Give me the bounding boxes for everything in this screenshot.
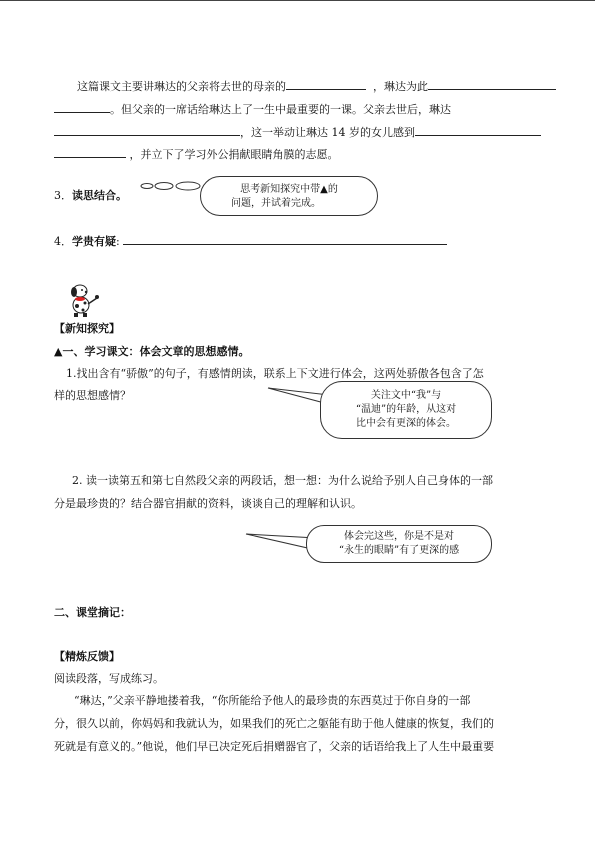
question-1-line-1: 1.找出含有“骄傲”的句子，有感情朗读，联系上下文进行体会，这两处骄傲各包含了怎 <box>66 367 484 380</box>
bubble-1-line-1: 关注文中“我”与 <box>370 390 442 401</box>
summary-line-3 <box>54 124 541 140</box>
blank-3[interactable] <box>54 101 110 113</box>
blank-5[interactable] <box>415 124 541 136</box>
item3-thought-bubble <box>200 176 378 216</box>
item3-title: 读思结合。 <box>72 189 127 202</box>
blank-6[interactable] <box>54 146 126 158</box>
summary-line-4 <box>54 146 339 162</box>
item3-line <box>54 189 127 203</box>
item3-label: 3． <box>54 189 72 202</box>
question-2-line-1: 2. 读一读第五和第七自然段父亲的两段话，想一想：为什么说给予别人自己身体的一部 <box>72 474 493 487</box>
item4-line <box>54 233 447 249</box>
blank-4[interactable] <box>54 124 240 136</box>
blank-1[interactable] <box>286 78 366 90</box>
question-2-line-2: 分是最珍贵的？结合器官捐献的资料，谈谈自己的理解和认识。 <box>54 497 362 510</box>
new-knowledge-subheading: ▲一、学习课文：体会文章的思想感情。 <box>54 345 250 358</box>
dalmatian-dog-icon <box>66 282 100 318</box>
hint-bubble-2 <box>306 525 492 563</box>
bubble-2-line-2: “永生的眼睛”有了更深的感 <box>338 545 460 556</box>
summary-line-1 <box>77 78 556 94</box>
summary-text-4a: ，并立下了学习外公捐献眼睛角膜的志愿。 <box>129 148 339 161</box>
summary-text-3a: ，这一举动让琳达 14 岁的女儿感到 <box>240 126 415 139</box>
bubble-1-line-3: 比中会有更深的体会。 <box>356 418 456 429</box>
blank-2[interactable] <box>428 78 556 90</box>
class-notes-heading: 二、课堂摘记： <box>54 606 131 619</box>
item4-blank[interactable] <box>123 233 447 245</box>
feedback-intro: 阅读段落，写成练习。 <box>54 672 164 685</box>
item3-bubble-line-1: 思考新知探究中带▲的 <box>240 184 338 195</box>
item4-label: 4． <box>54 235 72 248</box>
summary-text-1a: 这篇课文主要讲琳达的父亲将去世的母亲的 <box>77 80 286 93</box>
passage-line-3: 死就是有意义的。”他说，他们早已决定死后捐赠器官了，父亲的话语给我上了人生中最重要 <box>54 740 495 753</box>
summary-line-2 <box>54 101 451 117</box>
bubble-1-line-2: “温迪”的年龄，从这对 <box>355 404 457 415</box>
bubble-2-line-1: 体会完这些，你是不是对 <box>344 531 454 542</box>
question-1-line-2: 样的思想感情？ <box>54 389 131 402</box>
feedback-heading: 【精炼反馈】 <box>54 650 120 663</box>
passage-line-2: 分，很久以前，你妈妈和我就认为，如果我们的死亡之躯能有助于他人健康的恢复，我们的 <box>54 717 494 730</box>
item4-title: 学贵有疑 <box>72 235 116 248</box>
summary-text-1b: ，琳达为此 <box>373 80 428 93</box>
top-rule <box>0 0 595 1</box>
passage-line-1: “琳达，”父亲平静地搂着我，“你所能给予他人的最珍贵的东西莫过于你自身的一部 <box>74 694 471 707</box>
item4-colon: : <box>116 235 120 248</box>
hint-bubble-1 <box>320 381 492 439</box>
summary-text-2a: 。但父亲的一席话给琳达上了一生中最重要的一课。父亲去世后，琳达 <box>110 103 451 116</box>
new-knowledge-heading: 【新知探究】 <box>54 322 120 335</box>
item3-bubble-line-2: 问题，并试着完成。 <box>231 198 321 209</box>
